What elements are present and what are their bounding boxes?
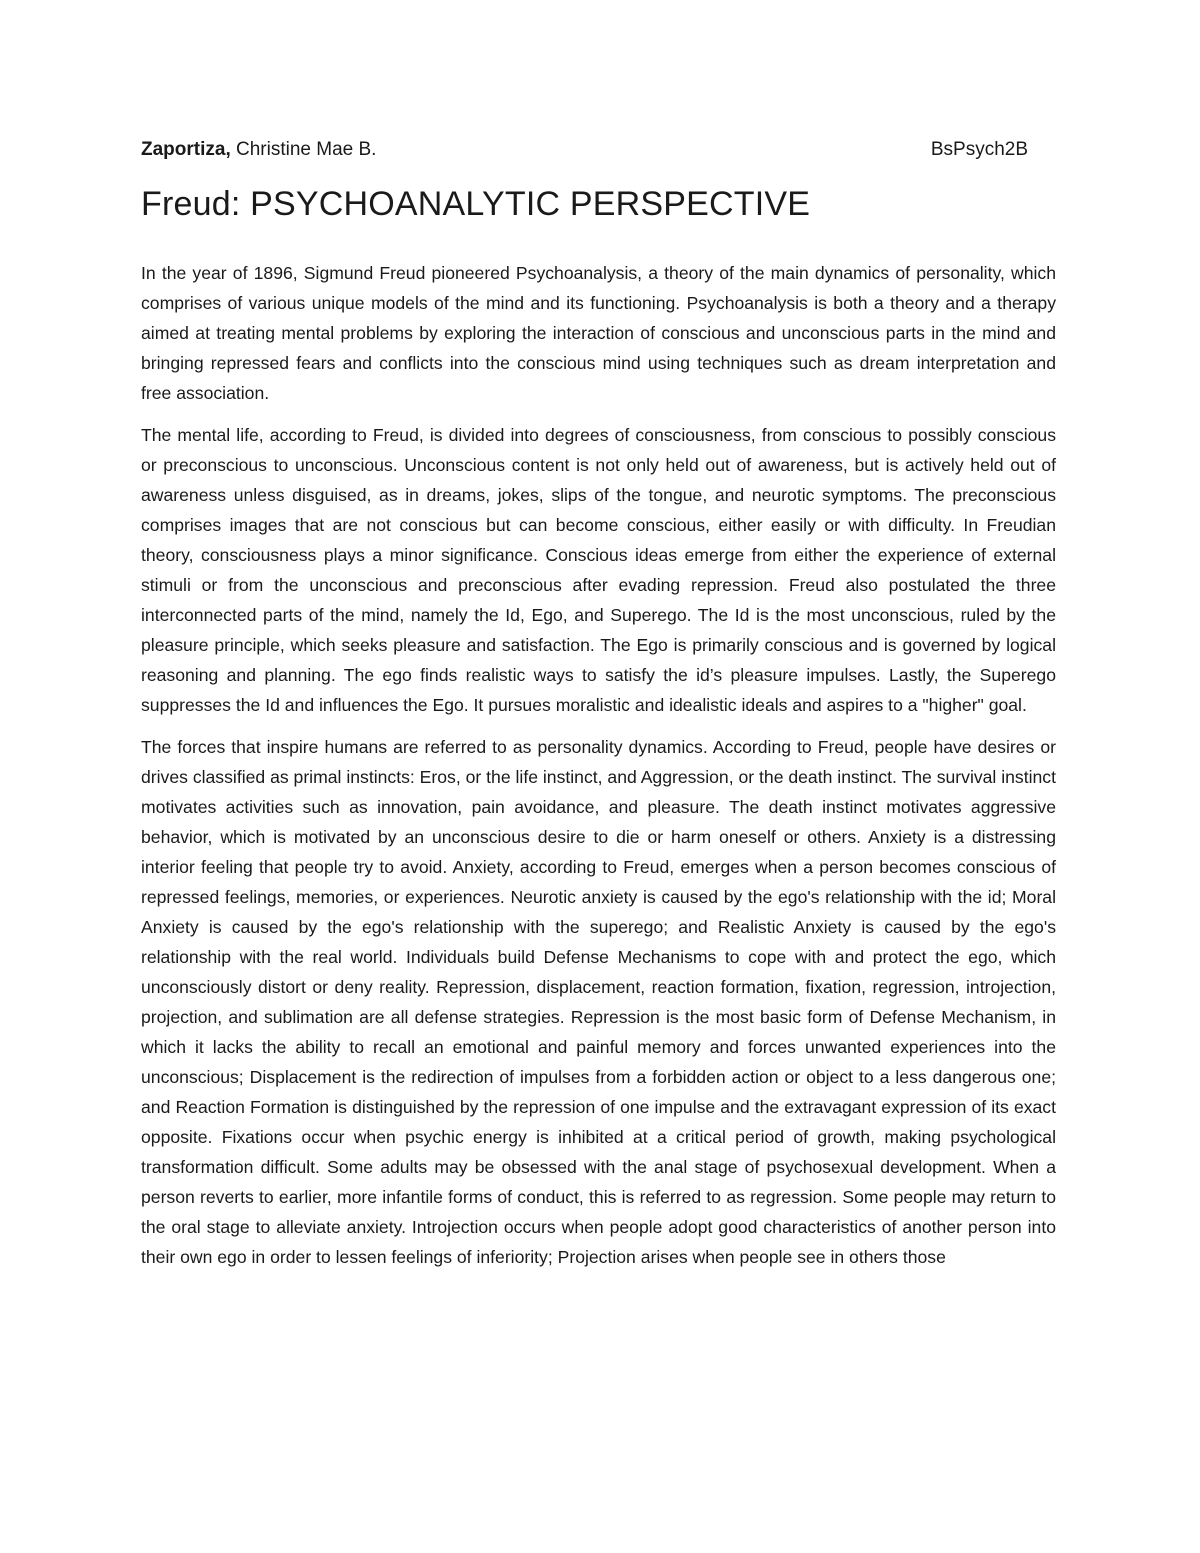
- author-first-name: Christine Mae B.: [230, 139, 377, 160]
- section-code: BsPsych2B: [930, 139, 1028, 160]
- paragraph-mental-life: The mental life, according to Freud, is divided into degrees of consciousness, from conscious to possibly conscious or preconscious to unconscious. Unconscious content is not only held out of awareness, but is actively held out of awareness unless disguised, as in dreams, jokes, slips of the tongue, and neurotic symptoms. The preconscious comprises images that are not conscious but can become conscious, either easily or with difficulty. In Freudian theory, consciousness plays a minor significance. Conscious ideas emerge from either the experience of external stimuli or from the unconscious and preconscious after evading repression. Freud also postulated the three interconnected parts of the mind, namely the Id, Ego, and Superego. The Id is the most unconscious, ruled by the pleasure principle, which seeks pleasure and satisfaction. The Ego is primarily conscious and is governed by logical reasoning and planning. The ego finds realistic ways to satisfy the id’s pleasure impulses. Lastly, the Superego suppresses the Id and influences the Ego. It pursues moralistic and idealistic ideals and aspires to a "higher" goal.: [141, 425, 1056, 715]
- document-page: [141, 138, 1056, 1284]
- document-header: [141, 138, 1056, 162]
- author-name: [141, 138, 376, 162]
- author-last-name: Zaportiza,: [141, 139, 231, 160]
- paragraph-intro: In the year of 1896, Sigmund Freud pioneered Psychoanalysis, a theory of the main dynamics of personality, which comprises of various unique models of the mind and its functioning. Psychoanalysis is both a theory and a therapy aimed at treating mental problems by exploring the interaction of conscious and unconscious parts in the mind and bringing repressed fears and conflicts into the conscious mind using techniques such as dream interpretation and free association.: [141, 263, 1056, 403]
- document-title: Freud: PSYCHOANALYTIC PERSPECTIVE: [141, 185, 811, 223]
- paragraph-personality-dynamics: The forces that inspire humans are referred to as personality dynamics. According to Freud, people have desires or drives classified as primal instincts: Eros, or the life instinct, and Aggression, or the death instinct. The survival instinct motivates activities such as innovation, pain avoidance, and pleasure. The death instinct motivates aggressive behavior, which is motivated by an unconscious desire to die or harm oneself or others. Anxiety is a distressing interior feeling that people try to avoid. Anxiety, according to Freud, emerges when a person becomes conscious of repressed feelings, memories, or experiences. Neurotic anxiety is caused by the ego's relationship with the id; Moral Anxiety is caused by the ego's relationship with the superego; and Realistic Anxiety is caused by the ego's relationship with the real world. Individuals build Defense Mechanisms to cope with and protect the ego, which unconsciously distort or deny reality. Repression, displacement, reaction formation, fixation, regression, introjection, projection, and sublimation are all defense strategies. Repression is the most basic form of Defense Mechanism, in which it lacks the ability to recall an emotional and painful memory and forces unwanted experiences into the unconscious; Displacement is the redirection of impulses from a forbidden action or object to a less dangerous one; and Reaction Formation is distinguished by the repression of one impulse and the extravagant expression of its exact opposite. Fixations occur when psychic energy is inhibited at a critical period of growth, making psychological transformation difficult. Some adults may be obsessed with the anal stage of psychosexual development. When a person reverts to earlier, more infantile forms of conduct, this is referred to as regression. Some people may return to the oral stage to alleviate anxiety. Introjection occurs when people adopt good characteristics of another person into their own ego in order to lessen feelings of inferiority; Projection arises when people see in others those: [141, 737, 1056, 1267]
